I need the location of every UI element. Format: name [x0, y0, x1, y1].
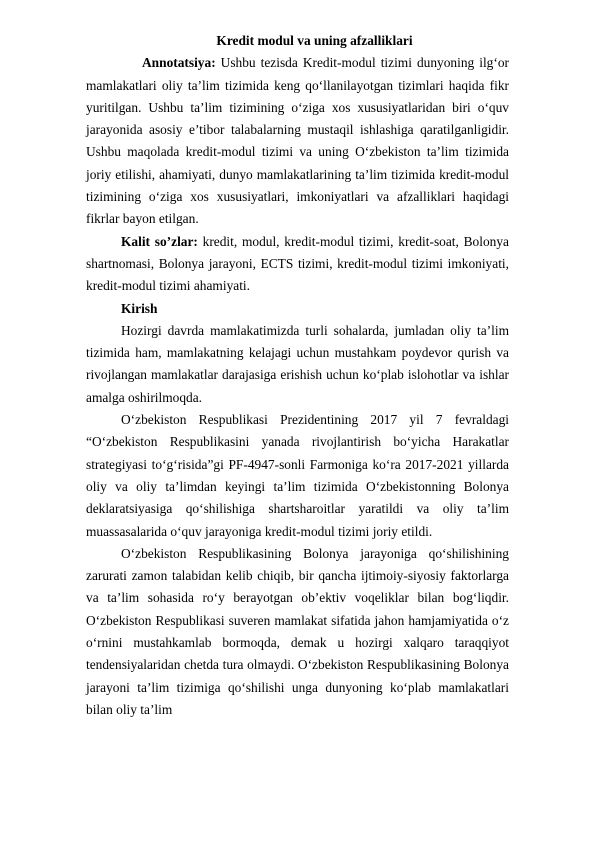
paper-title: Kredit modul va uning afzalliklari	[216, 33, 413, 48]
annotation-paragraph	[86, 52, 509, 230]
body-paragraph: O‘zbekiston Respublikasining Bolonya jarayoniga qo‘shilishining zarurati zamon talabidan kelib chiqib, bir qancha ijtimoiy-siyosiy faktorlarga va ta’lim sohasida ro‘y berayotgan ob’ektiv voqeliklar bilan bog‘liqdir. O‘zbekiston Respublikasi suveren mamlakat sifatida jahon hamjamiyatida o‘z o‘rnini mustahkamlab bormoqda, demak u hozirgi xalqaro taraqqiyot tendensiyalaridan chetda tura olmaydi. O‘zbekiston Respublikasining Bolonya jarayoni ta’lim tizimiga qo‘shilishi unga dunyoning ko‘plab mamlakatlari bilan oliy ta’lim	[86, 545, 509, 717]
keywords-paragraph	[86, 231, 509, 298]
keywords-label: Kalit so’zlar:	[121, 233, 198, 249]
annotation-text: Ushbu tezisda Kredit-modul tizimi dunyoning ilg‘or mamlakatlari oliy ta’lim tizimida keng qo‘llanilayotgan tizimlari haqida fikr yuritilgan. Ushbu ta’lim tizimining o‘ziga xos xususiyatlaridan biri o‘quv jarayonida asosiy e’tibor talabalarning mustaqil ishlashiga qaratilganligidir. Ushbu maqolada kredit-modul tizimi va uning O‘zbekiston ta’lim tizimida joriy etilishi, ahamiyati, dunyo mamlakatlarining ta’lim tizimida kredit-modul tizimining o‘ziga xos xususiyatlari, imkoniyatlari va afzalliklari haqidagi fikrlar bayon etilgan.	[86, 55, 509, 227]
body-paragraph: Hozirgi davrda mamlakatimizda turli sohalarda, jumladan oliy ta’lim tizimida ham, mamlakatning kelajagi uchun mustahkam poydevor qurish va rivojlangan mamlakatlar darajasiga erishish uchun ko‘plab islohotlar va ishlar amalga oshirilmoqda.	[86, 322, 509, 405]
annotation-label: Annotatsiya:	[142, 55, 216, 71]
body-paragraph: O‘zbekiston Respublikasi Prezidentining 2017 yil 7 fevraldagi “O‘zbekiston Respublikasini yanada rivojlantirish bo‘yicha Harakatlar strategiyasi to‘g‘risida”gi PF-4947-sonli Farmoniga ko‘ra 2017-2021 yillarda oliy va oliy ta’limdan keyingi ta’lim tizimida O‘zbekistonning Bolonya deklaratsiyasiga qo‘shilishiga shartsharoitlar yaratildi va oliy ta’lim muassasalarida o‘quv jarayoniga kredit-modul tizimi joriy etildi.	[86, 412, 509, 539]
page-content	[86, 30, 509, 721]
keywords-text: kredit, modul, kredit-modul tizimi, kredit-soat, Bolonya shartnomasi, Bolonya jarayoni, ECTS tizimi, kredit-modul tizimi imkoniyati, kredit-modul tizimi ahamiyati.	[86, 233, 509, 294]
section-heading-intro: Kirish	[121, 300, 158, 316]
